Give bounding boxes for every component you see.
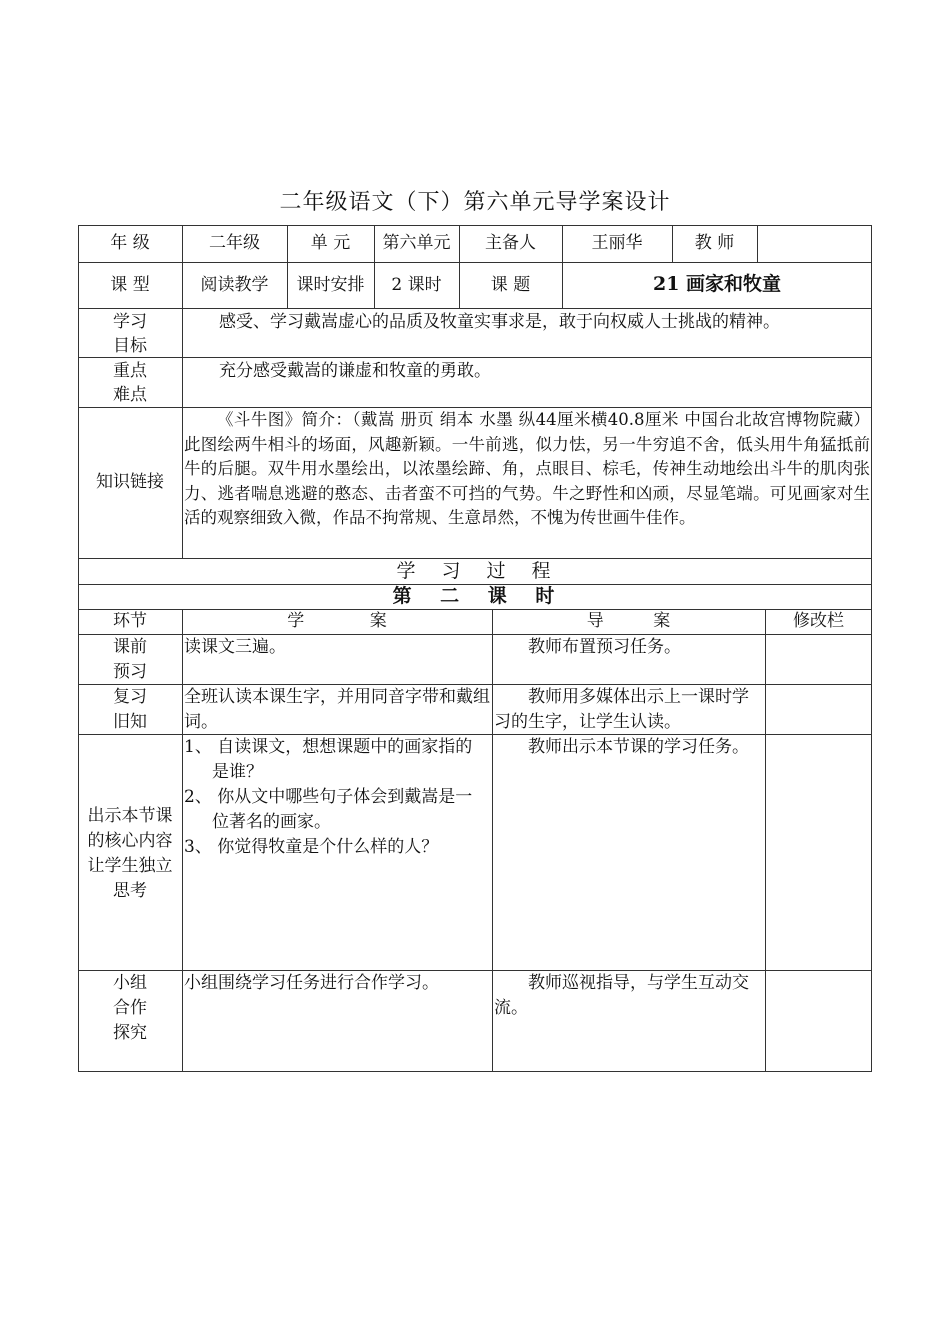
study-core-item: 2、 你从文中哪些句子体会到戴嵩是一位著名的画家。 <box>184 787 473 832</box>
col-stage: 环节 <box>113 611 147 631</box>
grade-value: 二年级 <box>209 233 260 253</box>
col-study: 学 案 <box>287 611 387 631</box>
goal-label-2: 目标 <box>113 336 147 356</box>
type-value: 阅读教学 <box>200 275 269 295</box>
study-review: 全班认读本课生字，并用同音字带和戴组词。 <box>184 687 490 732</box>
study-group: 小组围绕学习任务进行合作学习。 <box>184 973 439 993</box>
page-title: 二年级语文（下）第六单元导学案设计 <box>279 190 671 215</box>
lead-value: 王丽华 <box>591 233 643 253</box>
process-heading: 学 习 过 程 <box>396 560 554 582</box>
lesson-heading: 第 二 课 时 <box>392 585 558 607</box>
guide-review: 教师用多媒体出示上一课时学习的生字，让学生认读。 <box>494 687 749 732</box>
topic-value: 21 画家和牧童 <box>652 273 782 295</box>
guide-preview: 教师布置预习任务。 <box>528 637 681 657</box>
lead-label: 主备人 <box>485 233 536 253</box>
study-core-item: 3、 你觉得牧童是个什么样的人？ <box>184 837 439 857</box>
stage-review: 复习 旧知 <box>113 687 147 732</box>
key-label-1: 重点 <box>113 361 147 381</box>
goal-text: 感受、学习戴嵩虚心的品质及牧童实事求是，敢于向权威人士挑战的精神。 <box>219 312 780 332</box>
study-core-item: 1、 自读课文，想想课题中的画家指的是谁？ <box>184 737 473 782</box>
stage-core: 出示本节课的核心内容让学生独立思考 <box>87 806 173 901</box>
knowledge-text: 《斗牛图》简介：（戴嵩 册页 绢本 水墨 纵44厘米横40.8厘米 中国台北故宫博物院藏） 此图绘两牛相斗的场面，风趣新颖。一牛前逃，似力怯，另一牛穷追不舍，低头用牛角猛抵前牛的后腿。双牛用水墨绘出，以浓墨绘蹄、角，点眼目、棕毛，传神生动地绘出斗牛的肌肉张力、逃者喘息逃避的憨态、击者蛮不可挡的气势。牛之野性和凶顽，尽显笔端。可见画家对生活的观察细致入微，作品不拘常规、生意昂然，不愧为传世画牛佳作。 <box>184 410 870 527</box>
hours-value: 2 课时 <box>391 275 442 295</box>
study-preview: 读课文三遍。 <box>184 637 286 657</box>
guide-group: 教师巡视指导，与学生互动交流。 <box>494 973 749 1018</box>
knowledge-label: 知识链接 <box>96 472 164 492</box>
col-revise: 修改栏 <box>793 611 844 631</box>
topic-label: 课 题 <box>490 275 531 295</box>
key-label-2: 难点 <box>113 385 147 405</box>
goal-label-1: 学习 <box>113 312 147 332</box>
grade-label: 年 级 <box>110 233 150 253</box>
hours-label: 课时安排 <box>296 275 365 295</box>
unit-value: 第六单元 <box>382 233 451 253</box>
guide-core: 教师出示本节课的学习任务。 <box>528 737 749 757</box>
stage-group: 小组 合作 探究 <box>113 973 147 1043</box>
col-guide: 导 案 <box>586 611 671 631</box>
key-text: 充分感受戴嵩的谦虚和牧童的勇敢。 <box>219 361 491 381</box>
teacher-label: 教 师 <box>694 233 735 253</box>
stage-preview: 课前 预习 <box>113 637 147 682</box>
type-label: 课 型 <box>110 275 150 295</box>
study-core-list <box>184 735 486 860</box>
unit-label: 单 元 <box>310 233 351 253</box>
